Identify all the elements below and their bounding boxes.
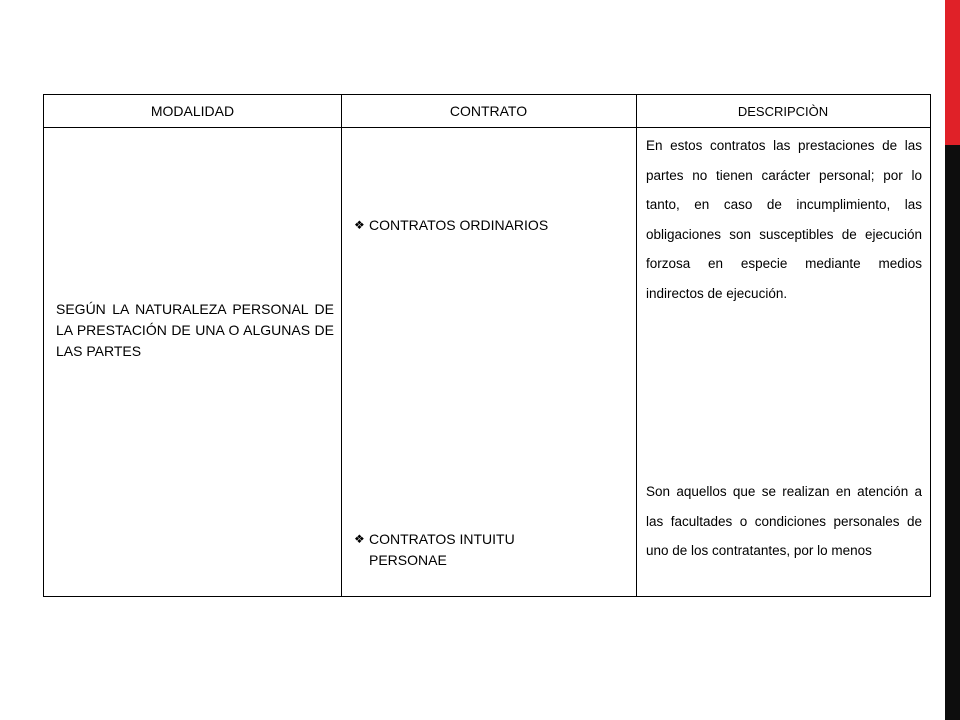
list-item-contratos-intuitu-personae bbox=[354, 529, 569, 571]
modalidad-cell: SEGÚN LA NATURALEZA PERSONAL DE LA PRESTACIÓN DE UNA O ALGUNAS DE LAS PARTES bbox=[56, 301, 334, 359]
header-contrato: CONTRATO bbox=[449, 103, 528, 119]
diamond-bullet-icon: ❖ bbox=[354, 218, 365, 232]
contracts-table bbox=[43, 94, 931, 597]
list-item-contratos-ordinarios bbox=[354, 215, 589, 236]
column-divider bbox=[636, 95, 637, 596]
column-divider bbox=[341, 95, 342, 596]
descripcion-intuitu-personae: Son aquellos que se realizan en atención a las facultades o condiciones personales de uno de los contratantes, por lo menos bbox=[646, 484, 922, 558]
diamond-bullet-icon: ❖ bbox=[354, 532, 365, 546]
header-modalidad: MODALIDAD bbox=[150, 103, 235, 119]
accent-bar-red bbox=[945, 0, 960, 145]
accent-bar-black bbox=[945, 145, 960, 720]
contrato-label: CONTRATOS ORDINARIOS bbox=[369, 217, 549, 233]
contrato-label: CONTRATOS INTUITU PERSONAE bbox=[369, 531, 515, 568]
header-divider bbox=[44, 127, 930, 128]
header-descripcion: DESCRIPCIÒN bbox=[737, 103, 829, 119]
descripcion-ordinarios: En estos contratos las prestaciones de las partes no tienen carácter personal; por lo tanto, en caso de incumplimiento, las obligaciones son susceptibles de ejecución forzosa en especie mediante medios indirectos de ejecución. bbox=[646, 138, 922, 301]
